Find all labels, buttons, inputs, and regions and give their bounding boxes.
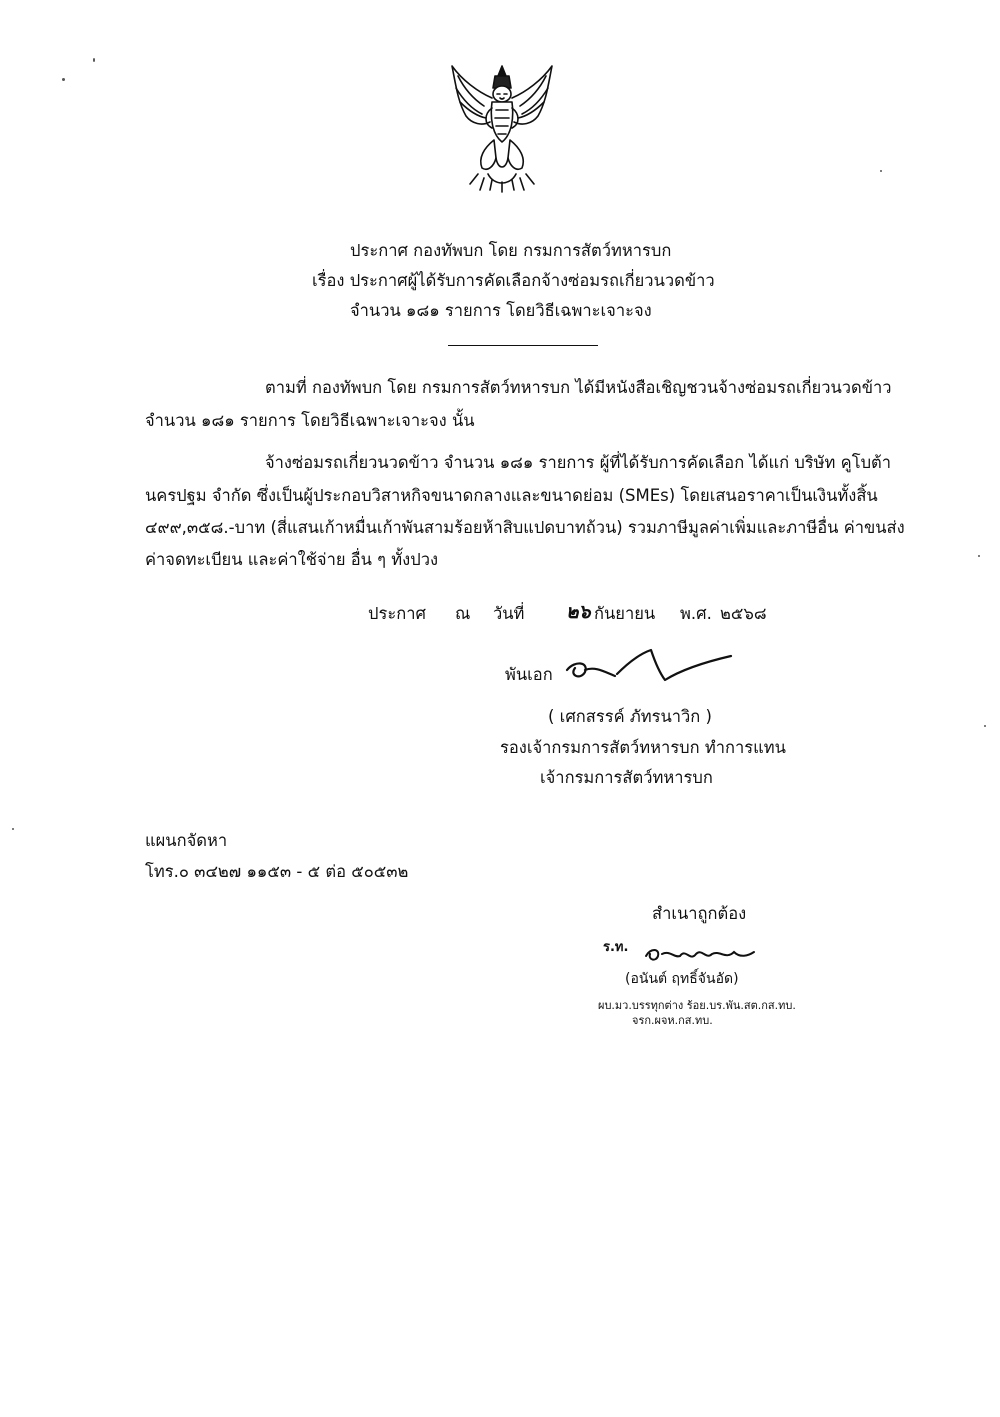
certified-rank: ร.ท. [603, 940, 629, 955]
certified-label: สำเนาถูกต้อง [652, 904, 747, 923]
announcement-title: ประกาศ กองทัพบก โดย กรมการสัตว์ทหารบก [350, 241, 672, 260]
header-divider [448, 345, 598, 346]
announce-date-label: วันที่ [493, 604, 525, 623]
scan-speck [93, 58, 95, 62]
paragraph1-line2: จำนวน ๑๘๑ รายการ โดยวิธีเฉพาะเจาะจง นั้น [145, 411, 475, 430]
paragraph2-line4: ค่าจดทะเบียน และค่าใช้จ่าย อื่น ๆ ทั้งปวง [145, 550, 439, 569]
scan-speck [984, 725, 986, 727]
announce-era: พ.ศ. [680, 604, 712, 623]
certifier-signature [640, 938, 760, 968]
paragraph2-line2: นครปฐม จำกัด ซึ่งเป็นผู้ประกอบวิสาหกิจขนาดกลางและขนาดย่อม (SMEs) โดยเสนอราคาเป็นเงินทั้งสิ้น [145, 486, 878, 505]
signatory-position2: เจ้ากรมการสัตว์ทหารบก [540, 768, 713, 787]
contact-phone: โทร.๐ ๓๔๒๗ ๑๑๕๓ - ๕ ต่อ ๕๐๕๓๒ [145, 862, 409, 881]
garuda-emblem [448, 62, 556, 194]
handwritten-signature [555, 640, 735, 690]
certified-position1: ผบ.มว.บรรทุกต่าง ร้อย.บร.พัน.สต.กส.ทบ. [598, 999, 796, 1012]
scan-speck [62, 78, 65, 81]
paragraph2-line1: จ้างซ่อมรถเกี่ยวนวดข้าว จำนวน ๑๘๑ รายการ ผู้ที่ได้รับการคัดเลือก ได้แก่ บริษัท คูโบต้า [265, 453, 892, 472]
signatory-name: ( เศกสรรค์ ภัทรนาวิก ) [548, 707, 712, 726]
scan-speck [12, 828, 14, 830]
announcement-subject-cont: จำนวน ๑๘๑ รายการ โดยวิธีเฉพาะเจาะจง [350, 301, 652, 320]
signatory-rank: พันเอก [505, 665, 553, 684]
paragraph1-line1: ตามที่ กองทัพบก โดย กรมการสัตว์ทหารบก ได้มีหนังสือเชิญชวนจ้างซ่อมรถเกี่ยวนวดข้าว [265, 378, 892, 397]
certified-name: (อนันต์ ฤทธิ์จันอัด) [625, 971, 739, 987]
announce-at: ณ [455, 604, 471, 623]
paragraph2-line3: ๔๙๙,๓๕๘.-บาท (สี่แสนเก้าหมื่นเก้าพันสามร้อยห้าสิบแปดบาทถ้วน) รวมภาษีมูลค่าเพิ่มและภาษีอื่น ค่าขนส่ง [145, 518, 905, 537]
scan-speck [880, 170, 882, 172]
certified-position2: จรก.ผจห.กส.ทบ. [632, 1014, 713, 1027]
announcement-subject: เรื่อง ประกาศผู้ได้รับการคัดเลือกจ้างซ่อมรถเกี่ยวนวดข้าว [312, 271, 715, 290]
announce-month: กันยายน [594, 604, 656, 623]
announce-year: ๒๕๖๘ [720, 604, 767, 623]
signatory-position1: รองเจ้ากรมการสัตว์ทหารบก ทำการแทน [500, 738, 786, 757]
announce-day: ๒๖ [566, 601, 591, 623]
scan-speck [978, 555, 980, 557]
contact-unit: แผนกจัดหา [145, 831, 228, 850]
announce-label: ประกาศ [368, 604, 426, 623]
